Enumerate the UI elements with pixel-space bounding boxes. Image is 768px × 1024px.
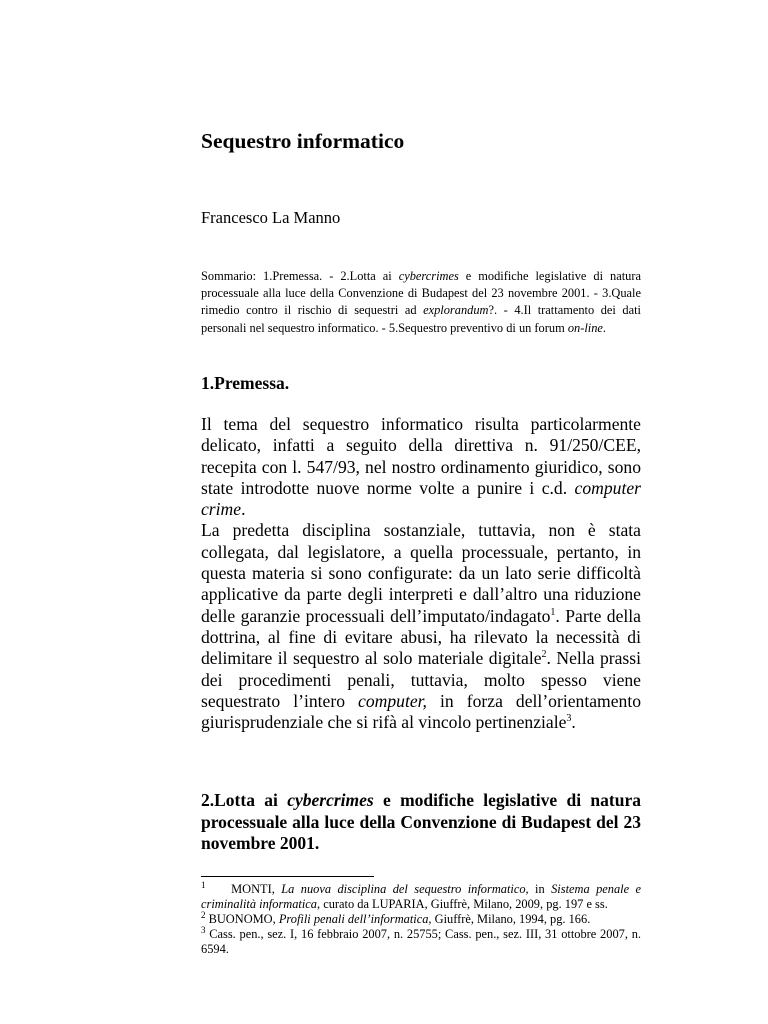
heading-italic: cybercrimes <box>287 790 374 810</box>
footnote-text: Cass. pen., sez. I, 16 febbraio 2007, n. 25755; Cass. pen., sez. III, 31 ottobre 2007, n. 6594. <box>201 927 641 956</box>
summary-italic: on-line <box>567 320 603 335</box>
footnote-text: BUONOMO, <box>205 912 279 926</box>
body-text: . <box>571 712 576 733</box>
heading-text: e modifiche legislative di natura processuale alla luce della Convenzione di Budapest del 23 novembre 2001. <box>201 790 641 853</box>
author-name: Francesco La Manno <box>201 208 341 227</box>
footnote-2 <box>201 909 641 927</box>
summary-text: . <box>602 320 607 335</box>
footnote-ref[interactable]: 3 <box>566 713 572 725</box>
footnote-text: , Giuffrè, Milano, 1994, pg. 166. <box>428 912 591 926</box>
footnote-number: 1 <box>201 879 206 890</box>
summary-italic: cybercrimes <box>398 269 459 283</box>
body-italic: computer, <box>358 690 427 711</box>
footnote-italic: La nuova disciplina del sequestro informatico, <box>281 882 529 896</box>
body-text: . <box>241 499 246 520</box>
footnote-italic: Profili penali dell’informatica <box>278 912 429 926</box>
footnote-number: 2 <box>201 909 206 920</box>
document-title: Sequestro informatico <box>201 129 405 153</box>
summary-text: ?. - 4.Il trattamento dei dati personali nel sequestro informatico. - 5.Sequestro preventivo di un forum <box>201 303 641 335</box>
footnotes <box>201 879 641 957</box>
section-body-premessa <box>201 414 641 733</box>
summary-italic: explorandum <box>423 303 489 318</box>
footnote-italic: Sistema penale e criminalità informatica <box>201 882 641 911</box>
body-text: La predetta disciplina sostanziale, tuttavia, non è stata collegata, dal legislatore, a quella processuale, pertanto, in questa materia si sono configurate: da un lato serie difficoltà applicative da parte degli interpreti e dall’altro una riduzione delle garanzie processuali dell’imputato/indagato <box>201 520 641 626</box>
footnote-ref[interactable]: 2 <box>541 649 547 661</box>
footnote-text: MONTI, <box>231 882 282 896</box>
body-paragraph <box>201 414 641 520</box>
body-paragraph <box>201 520 641 733</box>
footnote-ref[interactable]: 1 <box>550 606 556 618</box>
footnote-separator <box>201 876 374 877</box>
footnote-3 <box>201 924 641 957</box>
footnote-1 <box>201 879 641 912</box>
heading-text: 2.Lotta ai <box>201 790 288 810</box>
summary-text: e modifiche legislative di natura processuale alla luce della Convenzione di Budapest del 23 novembre 2001. - 3.Quale rimedio contro il rischio di sequestri ad <box>201 269 641 318</box>
footnote-text: in <box>528 882 552 896</box>
body-text: Il tema del sequestro informatico risulta particolarmente delicato, infatti a seguito della direttiva n. 91/250/CEE, recepita con l. 547/93, nel nostro ordinamento giuridico, sono state introdotte nuove norme volte a punire i c.d. <box>201 414 641 498</box>
section-heading-premessa: 1.Premessa. <box>201 373 290 393</box>
footnote-number: 3 <box>201 924 206 935</box>
summary-text: Sommario: 1.Premessa. - 2.Lotta ai <box>201 269 399 283</box>
body-text: . Parte della dottrina, al fine di evitare abusi, ha rilevato la necessità di delimitare il sequestro al solo materiale digitale <box>201 605 641 669</box>
section-heading-lotta <box>201 790 641 855</box>
summary-paragraph <box>201 268 641 337</box>
body-text: in forza dell’orientamento giurisprudenziale che si rifà al vincolo pertinenziale <box>201 690 641 733</box>
footnote-text: , curato da LUPARIA, Giuffrè, Milano, 2009, pg. 197 e ss. <box>317 897 608 911</box>
body-italic: computer crime <box>201 477 641 520</box>
body-text: . Nella prassi dei procedimenti penali, tuttavia, molto spesso viene sequestrato l’intero <box>201 648 642 711</box>
